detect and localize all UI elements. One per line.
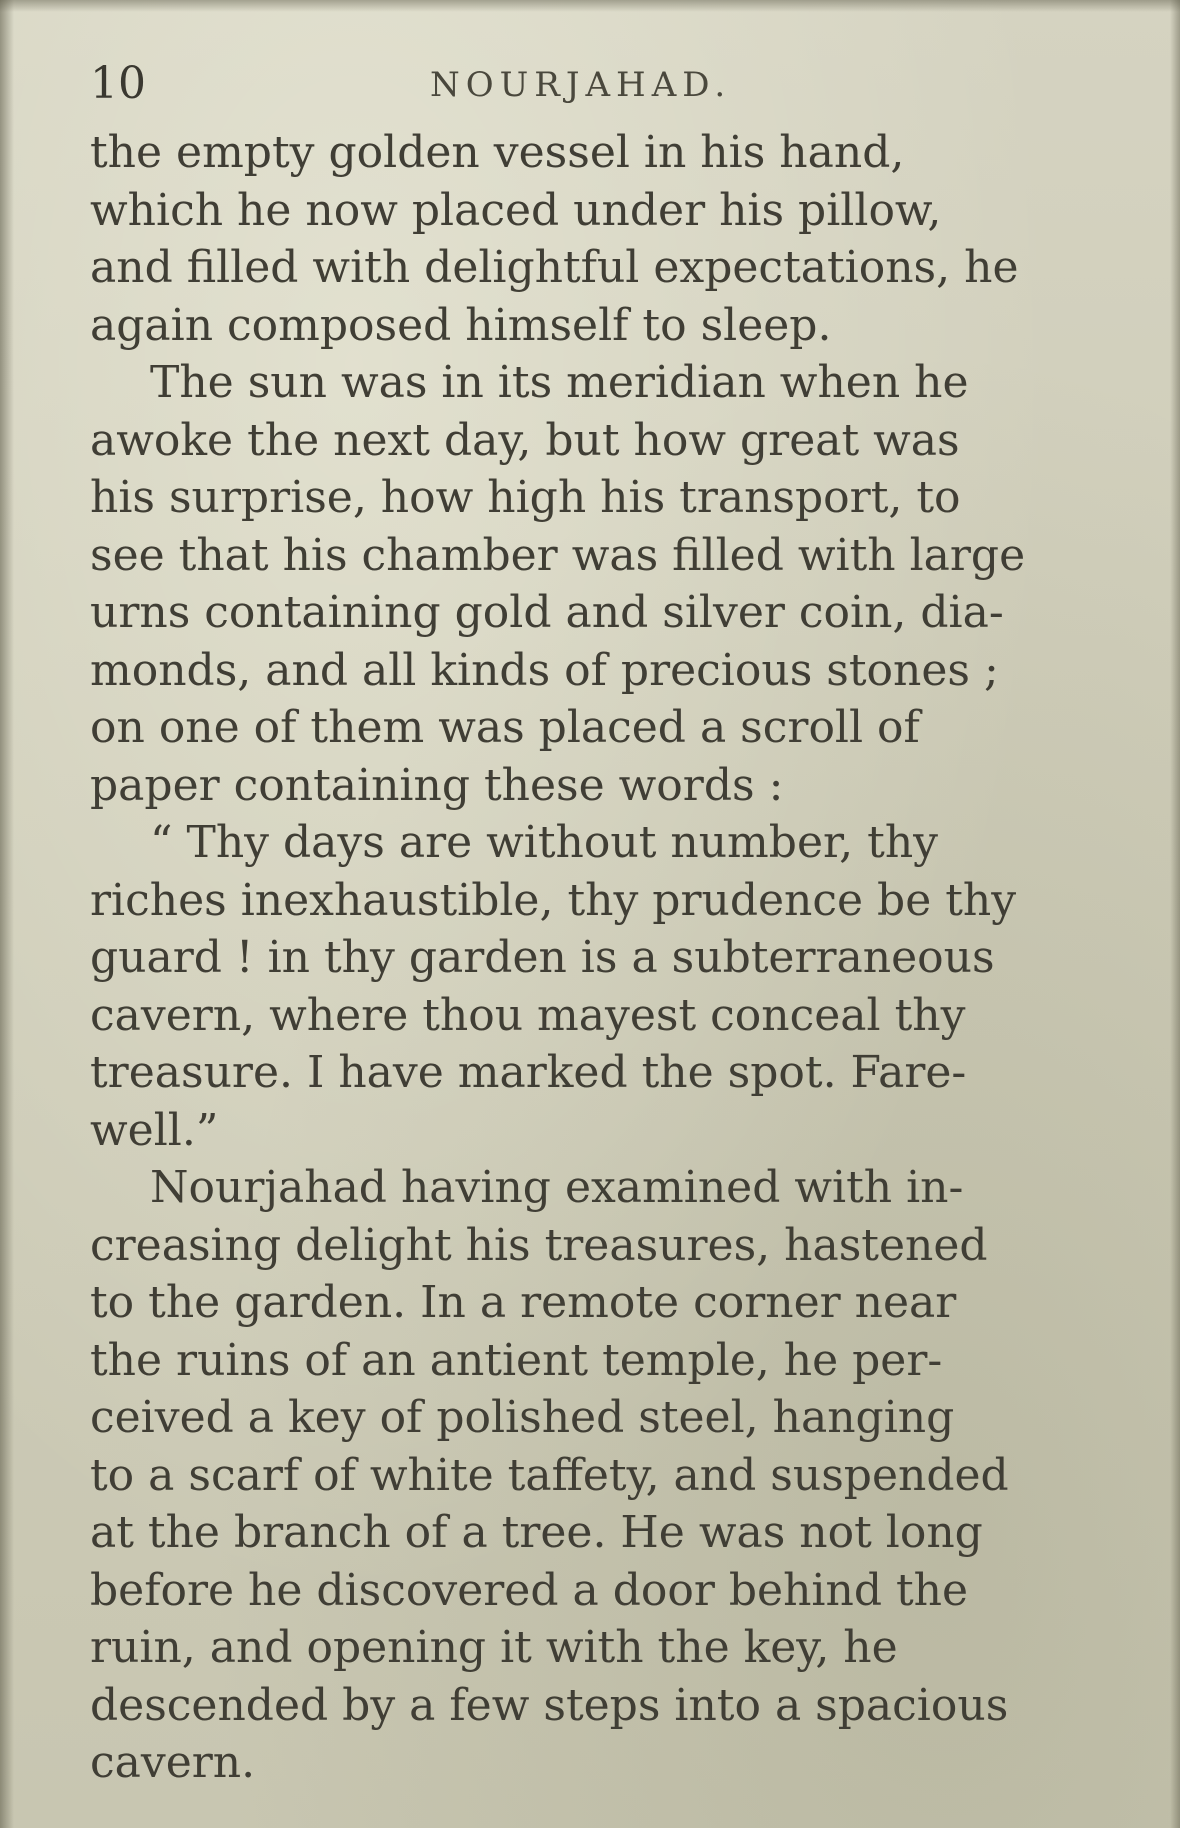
text-line: his surprise, how high his transport, to <box>90 472 961 523</box>
running-head: NOURJAHAD. <box>430 65 732 105</box>
text-line: cavern. <box>90 1737 256 1788</box>
text-line: monds, and all kinds of precious stones ; <box>90 644 999 696</box>
text-line: which he now placed under his pillow, <box>90 184 942 236</box>
text-line: ceived a key of polished steel, hanging <box>90 1392 955 1443</box>
page-edge-left <box>0 0 14 1828</box>
page-edge-top <box>0 0 1180 12</box>
body-text <box>90 124 1100 1792</box>
text-line: well.” <box>90 1104 219 1156</box>
text-line: and filled with delightful expectations, he <box>90 242 1019 293</box>
page-header <box>90 54 1100 114</box>
text-line: awoke the next day, but how great was <box>90 414 960 466</box>
text-line: before he discovered a door behind the <box>90 1564 969 1616</box>
text-line: at the branch of a tree. He was not long <box>90 1507 983 1558</box>
text-line: the empty golden vessel in his hand, <box>90 127 905 178</box>
text-line: riches inexhaustible, thy prudence be thy <box>90 874 1017 926</box>
text-line: The sun was in its meridian when he <box>150 357 969 408</box>
text-line: creasing delight his treasures, hastened <box>90 1219 988 1271</box>
text-line: see that his chamber was filled with large <box>90 529 1026 581</box>
text-line: ruin, and opening it with the key, he <box>90 1622 898 1673</box>
text-line: cavern, where thou mayest conceal thy <box>90 989 966 1041</box>
text-line: on one of them was placed a scroll of <box>90 702 920 753</box>
text-line: Nourjahad having examined with in- <box>150 1162 964 1213</box>
text-line: paper containing these words : <box>90 759 784 811</box>
text-line: to the garden. In a remote corner near <box>90 1277 957 1328</box>
page-number: 10 <box>90 58 146 109</box>
text-line: the ruins of an antient temple, he per- <box>90 1334 943 1386</box>
text-line: descended by a few steps into a spacious <box>90 1679 1009 1731</box>
page-edge-right <box>1170 0 1180 1828</box>
text-line: treasure. I have marked the spot. Fare- <box>90 1047 967 1098</box>
text-line: again composed himself to sleep. <box>90 299 832 351</box>
text-line: “ Thy days are without number, thy <box>150 817 939 868</box>
text-line: guard ! in thy garden is a subterraneous <box>90 932 995 983</box>
text-line: to a scarf of white taffety, and suspended <box>90 1449 1009 1501</box>
text-line: urns containing gold and silver coin, dia- <box>90 587 1004 638</box>
